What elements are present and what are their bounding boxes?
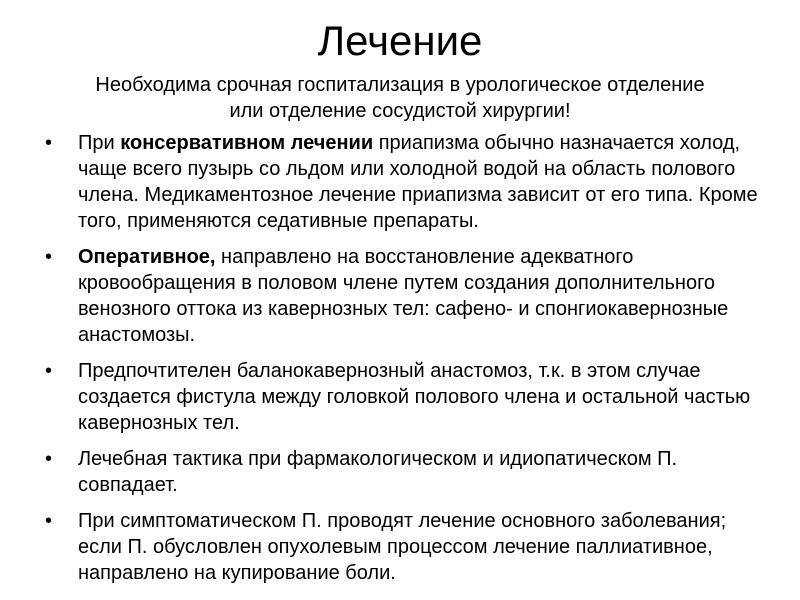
bullet-text bbox=[78, 132, 758, 232]
slide-subtitle bbox=[40, 72, 760, 124]
subtitle-line-2: или отделение сосудистой хирургии! bbox=[229, 100, 571, 122]
bullet-text bbox=[78, 246, 728, 346]
bullet-point-icon: • bbox=[45, 448, 53, 470]
bullet-list bbox=[0, 130, 800, 596]
slide-title: Лечение bbox=[317, 17, 483, 64]
bullet-text-bold: консервативном лечении bbox=[120, 132, 374, 154]
bullet-text: Лечебная тактика при фармакологическом и идиопатическом П. совпадает. bbox=[78, 448, 678, 496]
bullet-item-conservative bbox=[0, 130, 800, 234]
bullet-point-icon: • bbox=[45, 246, 53, 268]
bullet-text-rest: направлено на восстановление адекватного кровообращения в половом члене путем создания дополнительного венозного оттока из кавернозных тел: сафено- и спонгиокавернозные анастомозы. bbox=[78, 246, 729, 346]
bullet-point-icon: • bbox=[45, 132, 53, 154]
bullet-text: Предпочтителен баланокавернозный анастомоз, т.к. в этом случае создается фистула между головкой полового члена и остальной частью кавернозных тел. bbox=[78, 360, 751, 434]
bullet-item-operative bbox=[0, 244, 800, 348]
bullet-point-icon: • bbox=[45, 360, 53, 382]
bullet-text-rest: приапизма обычно назначается холод, чаще всего пузырь со льдом или холодной водой на область полового члена. Медикаментозное лечение приапизма зависит от его типа. Кроме того, применяются седативные препараты. bbox=[78, 132, 758, 232]
bullet-item-tactics bbox=[0, 446, 800, 498]
subtitle-line-1: Необходима срочная госпитализация в урологическое отделение bbox=[95, 74, 705, 96]
bullet-item-anastomosis bbox=[0, 358, 800, 436]
bullet-point-icon: • bbox=[45, 510, 53, 532]
bullet-text-bold: Оперативное, bbox=[78, 246, 216, 268]
bullet-text-lead: При bbox=[78, 132, 121, 154]
bullet-item-symptomatic bbox=[0, 508, 800, 586]
bullet-text: При симптоматическом П. проводят лечение основного заболевания; если П. обусловлен опухолевым процессом лечение паллиативное, направлено на купирование боли. bbox=[78, 510, 727, 584]
